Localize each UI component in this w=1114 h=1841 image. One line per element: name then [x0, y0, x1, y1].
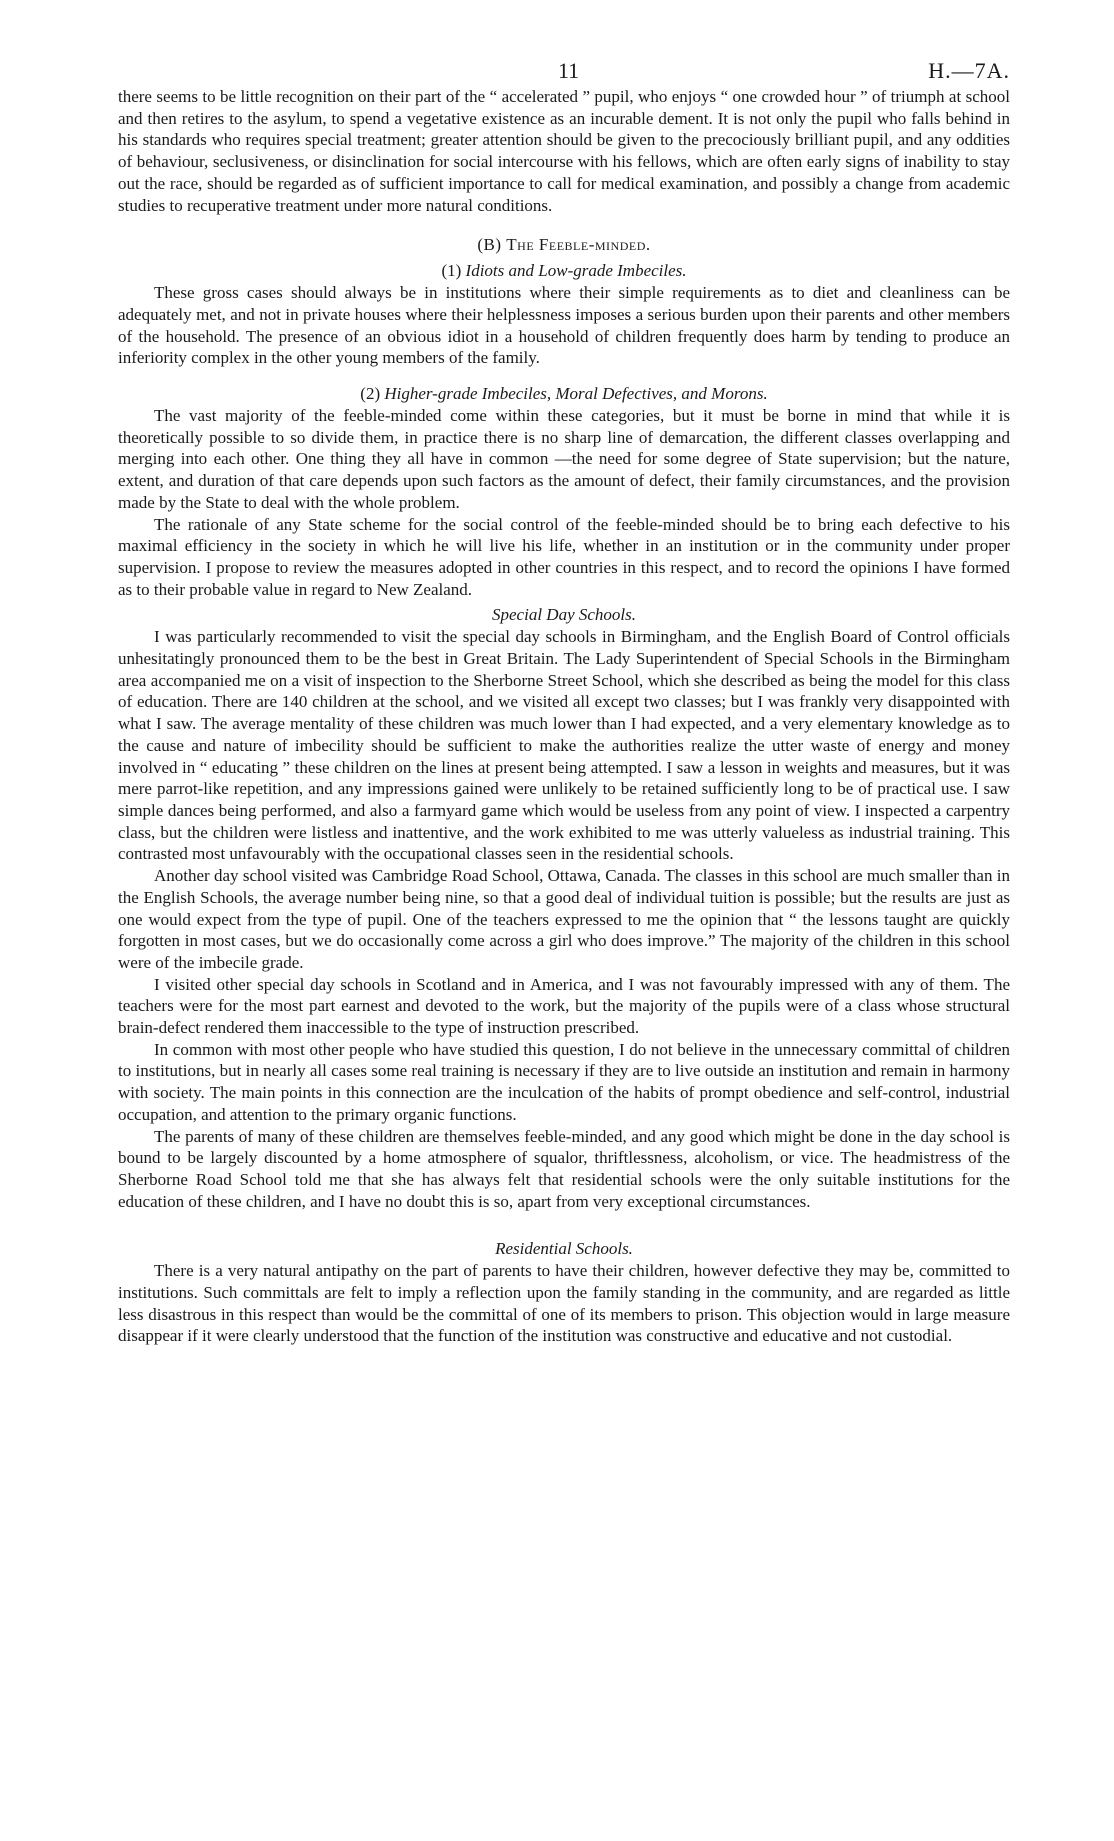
paragraph-day-schools-3: I visited other special day schools in Scotland and in America, and I was not favourably impressed with any of them. The teachers were for the most part earnest and devoted to the work, but the majority of the pupils were of a class whose structural brain-defect rendered them inaccessible to the type of instruction prescribed.	[118, 974, 1010, 1038]
paragraph-intro: there seems to be little recognition on their part of the “ accelerated ” pupil, who enjoys “ one crowded hour ” of triumph at school and then retires to the asylum, to spend a vegetative existence as an incurable dement. It is not only the pupil who falls behind in his standards who requires special treatment; greater attention should be given to the precociously brilliant pupil, and any oddities of behaviour, seclusiveness, or disinclination for social intercourse with his fellows, which are often early signs of inability to stay out the race, should be regarded as of sufficient importance to call for medical examination, and possibly a change from academic studies to recuperative treatment under more natural conditions.	[118, 87, 1010, 215]
subheading-number: (1)	[441, 261, 462, 281]
paragraph-higher-grade-2: The rationale of any State scheme for the social control of the feeble-minded should be to bring each defective to his maximal efficiency in the society in which he will live his life, whether in an institution or in the community under proper supervision. I propose to review the measures adopted in other countries in this respect, and to record the opinions I have formed as to their probable value in regard to New Zealand.	[118, 514, 1010, 599]
document-page	[118, 52, 1010, 1347]
section-title: The Feeble-minded.	[506, 235, 651, 255]
paragraph-residential-1: There is a very natural antipathy on the part of parents to have their children, however defective they may be, committed to institutions. Such committals are felt to imply a reflection upon the family standing in the community, and are regarded as little less disastrous in this respect than would be the committal of one of its members to prison. This objection would in large measure disappear if it were clearly understood that the function of the institution was constructive and educative and not custodial.	[118, 1261, 1010, 1346]
section-heading-feeble-minded	[118, 234, 1010, 256]
heading-residential-schools: Residential Schools.	[495, 1239, 633, 1259]
subheading-idiots	[118, 260, 1010, 282]
document-reference: H.—7A.	[928, 58, 1010, 83]
paragraph-higher-grade-1: The vast majority of the feeble-minded come within these categories, but it must be borne in mind that while it is theoretically possible to so divide them, in practice there is no sharp line of demarcation, the different classes overlapping and merging into each other. One thing they all have in common —the need for some degree of State supervision; but the nature, extent, and duration of that care depends upon such factors as the amount of defect, their family circumstances, and the provision made by the State to deal with the whole problem.	[118, 406, 1010, 512]
section-label: (B)	[477, 235, 502, 255]
subheading-number: (2)	[360, 384, 381, 404]
heading-special-day-schools: Special Day Schools.	[492, 605, 636, 625]
subheading-title: Idiots and Low-grade Imbeciles.	[465, 261, 687, 281]
subheading-higher-grade	[118, 383, 1010, 405]
paragraph-day-schools-2: Another day school visited was Cambridge Road School, Ottawa, Canada. The classes in this school are much smaller than in the English Schools, the average number being nine, so that a good deal of individual tuition is possible; but the results are just as one would expect from the type of pupil. One of the teachers expressed to me the opinion that “ the lessons taught are quickly forgotten in most cases, but we do occasionally come across a girl who does improve.” The majority of the children in this school were of the imbecile grade.	[118, 866, 1010, 972]
paragraph-day-schools-1: I was particularly recommended to visit the special day schools in Birmingham, and the English Board of Control officials unhesitatingly pronounced them to be the best in Great Britain. The Lady Superintendent of Special Schools in the Birmingham area accompanied me on a visit of inspection to the Sherborne Street School, which she described as being the model for this class of education. There are 140 children at the school, and we visited all except two classes; but I was frankly very disappointed with what I saw. The average mentality of these children was much lower than I had expected, and a very elementary knowledge as to the cause and nature of imbecility should be sufficient to make the authorities realize the utter waste of energy and money involved in “ educating ” these children on the lines at present being attempted. I saw a lesson in weights and measures, but it was mere parrot-like repetition, and any impressions gained were unlikely to be retained sufficiently long to be of practical use. I saw simple dances being performed, and also a farmyard game which would be useless from any point of view. I inspected a carpentry class, but the children were listless and inattentive, and the work exhibited to me was utterly valueless as industrial training. This contrasted most unfavourably with the occupational classes seen in the residential schools.	[118, 627, 1010, 864]
subheading-title: Higher-grade Imbeciles, Moral Defectives, and Morons.	[384, 384, 768, 404]
paragraph-day-schools-5: The parents of many of these children are themselves feeble-minded, and any good which might be done in the day school is bound to be largely discounted by a home atmosphere of squalor, thriftlessness, alcoholism, or vice. The headmistress of the Sherborne Road School told me that she has always felt that residential schools were the only suitable institutions for the education of these children, and I have no doubt this is so, apart from very exceptional circumstances.	[118, 1126, 1010, 1211]
page-number: 11	[558, 58, 580, 83]
page-header	[118, 52, 1010, 86]
paragraph-idiots: These gross cases should always be in institutions where their simple requirements as to diet and cleanliness can be adequately met, and not in private houses where their helplessness imposes a serious burden upon their parents and other members of the household. The presence of an obvious idiot in a household of children frequently does harm by tending to produce an inferiority complex in the other young members of the family.	[118, 283, 1010, 368]
paragraph-day-schools-4: In common with most other people who have studied this question, I do not believe in the unnecessary committal of children to institutions, but in nearly all cases some real training is necessary if they are to live outside an institution and remain in harmony with society. The main points in this connection are the inculcation of the habits of prompt obedience and self-control, industrial occupation, and attention to the primary organic functions.	[118, 1039, 1010, 1124]
